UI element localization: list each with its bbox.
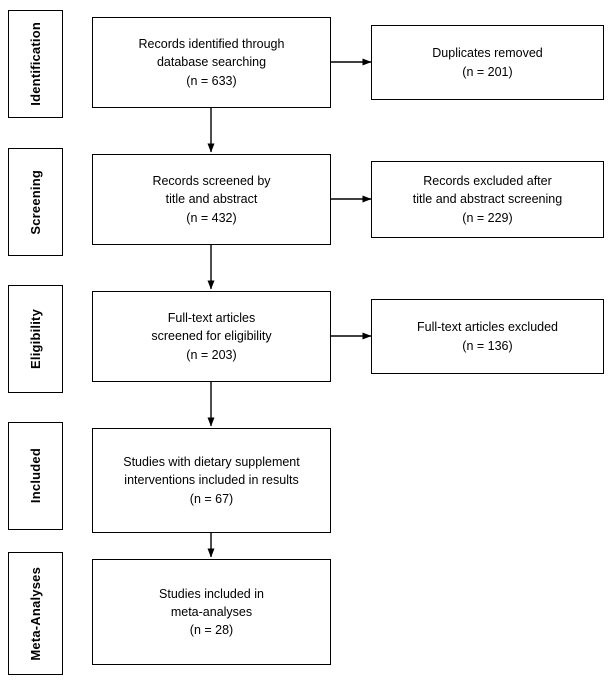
node-line: Full-text articles excluded — [416, 320, 559, 335]
node-studies-included — [92, 428, 331, 533]
node-duplicates-removed — [371, 25, 604, 100]
node-records-excluded — [371, 161, 604, 238]
node-line: (n = 633) — [186, 73, 237, 88]
node-line: meta-analyses — [170, 604, 253, 619]
node-line: (n = 201) — [462, 64, 513, 79]
node-line: title and abstract screening — [412, 192, 563, 207]
node-studies-meta-analyses — [92, 559, 331, 665]
node-records-screened — [92, 154, 331, 245]
node-line: (n = 203) — [186, 347, 237, 362]
node-line: Studies included in — [159, 586, 264, 601]
stage-label-text: Included — [28, 448, 43, 504]
node-fulltext-screened — [92, 291, 331, 382]
node-line: (n = 432) — [186, 210, 237, 225]
node-line: database searching — [156, 55, 267, 70]
node-line: (n = 28) — [189, 623, 234, 638]
stage-label-included — [8, 422, 63, 530]
node-line: (n = 229) — [462, 210, 513, 225]
node-fulltext-excluded — [371, 299, 604, 374]
stage-label-text: Screening — [28, 169, 43, 235]
node-line: Studies with dietary supplement — [123, 455, 300, 470]
node-line: Full-text articles — [167, 311, 256, 326]
stage-label-text: Eligibility — [28, 309, 43, 369]
node-line: Duplicates removed — [432, 46, 543, 61]
node-line: Records identified through — [138, 37, 285, 52]
node-line: Records screened by — [152, 174, 271, 189]
node-line: interventions included in results — [124, 473, 299, 488]
node-line: (n = 67) — [189, 491, 234, 506]
stage-label-text: Meta-Analyses — [28, 566, 43, 661]
stage-label-screening — [8, 148, 63, 256]
stage-label-meta-analyses — [8, 552, 63, 675]
stage-label-eligibility — [8, 285, 63, 393]
stage-label-identification — [8, 10, 63, 118]
node-line: (n = 136) — [462, 338, 513, 353]
node-line: title and abstract — [165, 192, 258, 207]
stage-label-text: Identification — [28, 22, 43, 106]
node-line: Records excluded after — [423, 174, 552, 189]
node-records-identified — [92, 17, 331, 108]
node-line: screened for eligibility — [151, 329, 272, 344]
